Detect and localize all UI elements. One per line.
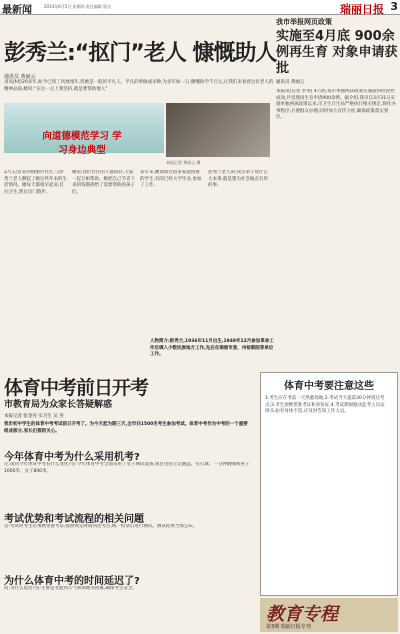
sidebar-headline: 实施至4月底 900余例再生育 对象申请获批 xyxy=(276,29,398,76)
page-number: 3 xyxy=(390,0,398,13)
page-header xyxy=(0,0,400,15)
article-column: 彭秀兰老人说:我这辈子没什么大本事,就是想为社会做点有用的事。 xyxy=(208,170,269,188)
article-column: 2月,记者来到瑞丽市社区,与彭秀兰老人聊起了她这些年来的生活情况。她每天都很早起床,打扫卫生,然后出门散步。 xyxy=(4,170,67,195)
sidebar-kicker: 我市举报网页政策 xyxy=(276,18,332,26)
news-sidebar xyxy=(276,17,398,365)
feature-subheadline: 市教育局为众家长答疑解惑 xyxy=(4,400,113,410)
lead-summary: 身高体检20多年,如今已到了风烛残年,但她是一般的平凡人。平凡的事做成多种,为多年如一日,慷慨助学千百元,让我们来看看这位老人的精神品质,她说:“在这一点上我坚持,就是要帮助他人” xyxy=(4,80,274,92)
feature-intro: 我市初中学生的体育中考考试前日开考了。为今天起为期三天,全市共1500名考生参加考试。体育中考作为中考的一个重要组成部分,家长们都很关心。 xyxy=(4,422,248,434)
lead-headline: 彭秀兰:“抠门”老人 慷慨助人 xyxy=(4,41,277,66)
feature-byline: 本报记者 张金亮 实习生 吴 英 xyxy=(4,414,64,419)
notice-box xyxy=(260,372,398,596)
article-column: 她说,我们社区的人都很好,大家一起互相帮助。她把自己节省下来的钱都捐给了需要帮助的孩子们。 xyxy=(72,170,135,195)
lead-byline: 通讯员 黄丽云 xyxy=(4,74,36,80)
banner-subtitle: 第3期 瑞丽日报专刊 xyxy=(266,624,311,630)
article-column: 多年来,她资助过很多家庭困难的学生,有的已经大学毕业,参加了工作。 xyxy=(140,170,202,188)
feature-column: 记:请问今年体育中考有什么变化?答:今年体育中考全面采用了电子测试设备,项目包括立定跳远、实心球、一分钟跳绳和男子1000米、女子800米。 xyxy=(4,462,250,474)
dateline: 2014年6月5日 星期四 责任编辑 版式 xyxy=(44,4,112,9)
profile-note: 人物简介:彭秀兰,1936年11月出生,1949年12月参加革命工作后调入少数民族地方工作,先后在瑞丽市委、州检察院等单位工作。 xyxy=(150,339,274,357)
newspaper-logo: 瑞丽日报 xyxy=(340,3,384,16)
feature-headline: 体育中考前日开考 xyxy=(4,377,149,399)
feature-subhead: 为什么体育中考的时间延迟了? xyxy=(4,576,140,587)
feature-column: 答:考试时考生必须携带准考证,按照规定时间到达考点,统一检录后进行测试。测试结果当场公布。 xyxy=(4,524,198,529)
portrait-photo xyxy=(166,103,270,157)
notice-body: 1.考生应在考前一天熟悉场地;2.考试当天提前30分钟到达考点;3.考生须携带准考证和身份证;4.考试期间服从监考人员安排;5.如有身体不适,应及时告知工作人员。 xyxy=(265,396,385,414)
sidebar-body: 本报讯(记者 李英) 4月底,我市单独两孩政策实施取得阶段性成效,共受理再生育申请900余例。据介绍,我市自3月31日实施单独两孩政策以来,市卫生计生局严格执行相关规定,简化办事程序,方便群众办理,同时加大宣传力度,确保政策落实到位。 xyxy=(276,89,396,120)
notice-title: 体育中考要注意这些 xyxy=(284,381,374,392)
sidebar-byline: 通讯员 黄丽云 xyxy=(276,80,305,85)
promo-title: 向道德模范学习 学习身边典型 xyxy=(42,131,122,156)
photo-caption: 本报记者 黄丽云 摄 xyxy=(166,160,201,165)
feature-subhead: 今年体育中考为什么采用机考? xyxy=(4,452,140,463)
feature-subhead: 考试优势和考试流程的相关问题 xyxy=(4,514,144,525)
section-banner xyxy=(260,598,398,632)
section-title: 最新闻 xyxy=(2,5,32,16)
feature-column: 问:为什么延迟?答:主要是考虑到天气和场地等因素,确保考生安全。 xyxy=(4,586,137,591)
banner-title: 教育专程 xyxy=(266,604,338,625)
